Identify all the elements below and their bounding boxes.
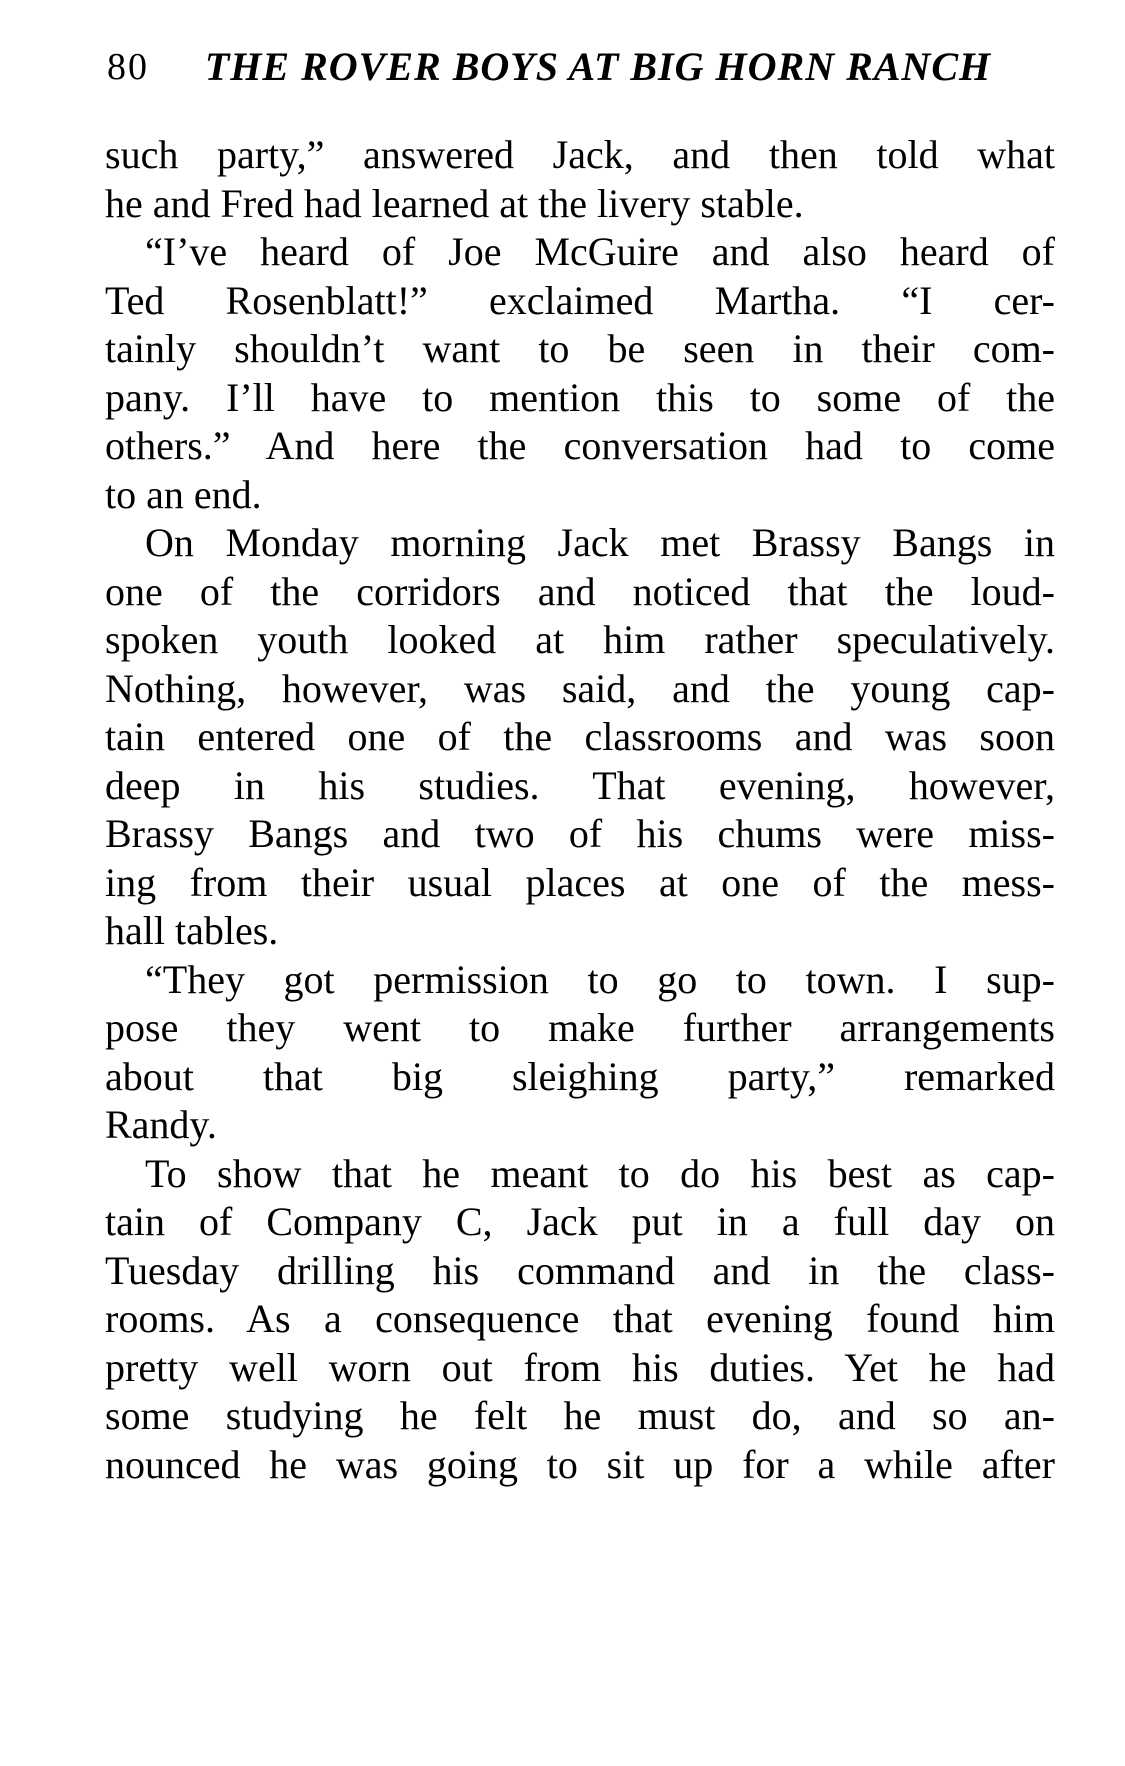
- text-line: to an end.: [105, 471, 262, 517]
- text-line: ing from their usual places at one of the mess-: [105, 859, 1055, 905]
- text-line: such party,” answered Jack, and then told what: [105, 132, 1055, 177]
- text-line: Nothing, however, was said, and the young cap-: [105, 665, 1055, 711]
- text-line: some studying he felt he must do, and so an-: [105, 1393, 1055, 1438]
- text-line: “They got permission to go to town. I sup-: [145, 956, 1055, 1002]
- paragraph: [105, 131, 1055, 228]
- text-line: Randy.: [105, 1102, 217, 1147]
- text-line: hall tables.: [105, 908, 279, 953]
- text-line: tainly shouldn’t want to be seen in their com-: [105, 326, 1055, 371]
- text-line: Tuesday drilling his command and in the class-: [105, 1247, 1055, 1293]
- text-line: rooms. As a consequence that evening found him: [105, 1296, 1055, 1341]
- page-header: [105, 44, 1055, 90]
- text-line: tain of Company C, Jack put in a full day on: [105, 1199, 1055, 1244]
- text-line: On Monday morning Jack met Brassy Bangs in: [145, 520, 1055, 565]
- text-line: pretty well worn out from his duties. Yet he had: [105, 1344, 1055, 1390]
- text-line: “I’ve heard of Joe McGuire and also heard of: [145, 229, 1055, 274]
- paragraph: [105, 1150, 1055, 1490]
- running-title: THE ROVER BOYS AT BIG HORN RANCH: [204, 44, 992, 89]
- paragraph: [105, 956, 1055, 1150]
- text-line: others.” And here the conversation had to come: [105, 423, 1055, 468]
- paragraph: [105, 519, 1055, 956]
- text-line: To show that he meant to do his best as cap-: [145, 1150, 1055, 1196]
- text-line: spoken youth looked at him rather speculatively.: [105, 617, 1055, 662]
- text-line: tain entered one of the classrooms and was soon: [105, 714, 1055, 759]
- text-line: he and Fred had learned at the livery stable.: [105, 180, 804, 226]
- text-line: Ted Rosenblatt!” exclaimed Martha. “I cer-: [105, 277, 1055, 323]
- text-line: pose they went to make further arrangements: [105, 1005, 1055, 1050]
- paragraph: [105, 228, 1055, 519]
- text-line: nounced he was going to sit up for a while after: [105, 1441, 1055, 1487]
- text-line: Brassy Bangs and two of his chums were miss-: [105, 811, 1055, 856]
- text-block: [105, 131, 1055, 1489]
- text-line: about that big sleighing party,” remarked: [105, 1053, 1055, 1099]
- text-line: pany. I’ll have to mention this to some of the: [105, 374, 1055, 420]
- text-line: one of the corridors and noticed that the loud-: [105, 568, 1055, 614]
- text-line: deep in his studies. That evening, however,: [105, 762, 1055, 808]
- page-number: 80: [107, 46, 149, 88]
